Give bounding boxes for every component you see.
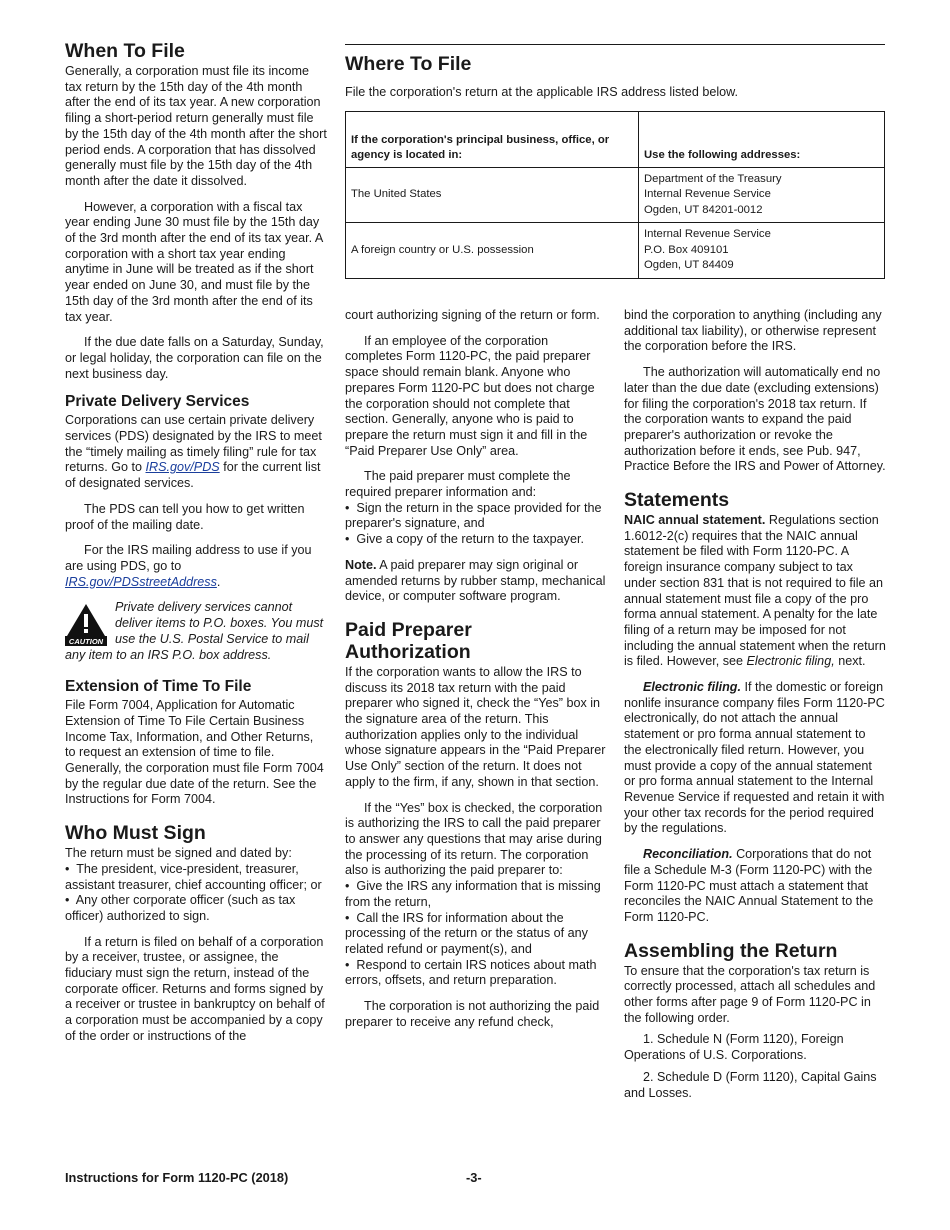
- extension-heading: Extension of Time To File: [65, 678, 252, 696]
- footer-form-title: Instructions for Form 1120-PC (2018): [65, 1170, 289, 1185]
- bullet-item: • The president, vice-president, treasurer, assistant treasurer, chief accounting officer; or: [65, 861, 322, 892]
- paragraph: If a return is filed on behalf of a corporation by a receiver, trustee, or assignee, the fiduciary must sign the return, instead of the corporate officer. Returns and forms signed by a receiver or trustee in bankruptcy on behalf of a corporation must be accompanied by a copy of the order or instructions of the: [65, 934, 325, 1043]
- paragraph: The return must be signed and dated by:: [65, 846, 292, 861]
- table-header-row: [346, 111, 885, 167]
- address-cell: Internal Revenue Service P.O. Box 409101 Ogden, UT 84409: [639, 223, 885, 279]
- caution-label: CAUTION: [68, 637, 104, 647]
- paragraph: bind the corporation to anything (including any additional tax liability), or otherwise represent the corporation before the IRS.: [624, 308, 882, 354]
- bullet-item: • Call the IRS for information about the processing of the return or the status of any related refund or payment(s), and: [345, 910, 588, 956]
- paragraph: The corporation is not authorizing the paid preparer to receive any refund check,: [345, 999, 600, 1029]
- where-to-file-section: [345, 44, 885, 279]
- location-cell: The United States: [346, 167, 639, 223]
- table-row: [346, 223, 885, 279]
- naic-paragraph: NAIC annual statement. Regulations section 1.6012-2(c) requires that the NAIC annual statement be filed with Form 1120-PC. A foreign insurance company subject to tax under section 831 that is not required to file an annual statement must file a copy of the pro forma annual statement. A penalty for the late filing of a return may be imposed for not including the annual statement when the return is filed. However, see Electronic filing, next.: [624, 513, 886, 669]
- bullet-item: • Give the IRS any information that is missing from the return,: [345, 879, 601, 909]
- middle-column: [345, 308, 607, 1040]
- bullet-item: • Respond to certain IRS notices about math errors, offsets, and return preparation.: [345, 957, 597, 988]
- irs-pds-street-address-link[interactable]: IRS.gov/PDSstreetAddress: [65, 574, 217, 589]
- where-intro: File the corporation's return at the applicable IRS address listed below.: [345, 85, 739, 99]
- paragraph: For the IRS mailing address to use if you are using PDS, go to IRS.gov/PDSstreetAddress.: [65, 543, 312, 589]
- paragraph: The paid preparer must complete the required preparer information and:: [345, 469, 571, 500]
- paid-preparer-heading: Paid Preparer Authorization: [345, 618, 472, 663]
- location-cell: A foreign country or U.S. possession: [346, 223, 639, 279]
- private-delivery-heading: Private Delivery Services: [65, 393, 250, 411]
- left-column: [65, 40, 327, 1055]
- paragraph: File Form 7004, Application for Automatic Extension of Time To File Certain Business Income Tax, Information, and Other Returns, to request an extension of time to file. Generally, the corporation must file Form 7004 by the regular due date of the return. See the Instructions for Form 7004.: [65, 698, 324, 807]
- table-header-location: If the corporation's principal business, office, or agency is located in:: [346, 111, 639, 167]
- assembling-heading: Assembling the Return: [624, 939, 838, 962]
- caution-icon: [65, 602, 107, 646]
- where-to-file-heading: Where To File: [345, 53, 472, 75]
- paragraph: If the corporation wants to allow the IRS to discuss its 2018 tax return with the paid preparer who signed it, check the “Yes” box in the signature area of the return. This authorization applies only to the individual whose signature appears in the “Paid Preparer Use Only” section of the return. It does not apply to the firm, if any, shown in that section.: [345, 664, 606, 789]
- statements-heading: Statements: [624, 489, 730, 512]
- irs-pds-link[interactable]: IRS.gov/PDS: [145, 460, 220, 475]
- bullet-item: • Any other corporate officer (such as tax officer) authorized to sign.: [65, 893, 296, 923]
- paragraph: If the due date falls on a Saturday, Sunday, or legal holiday, the corporation can file on the next business day.: [65, 335, 324, 381]
- address-cell: Department of the Treasury Internal Revenue Service Ogden, UT 84201-0012: [639, 167, 885, 223]
- address-table: [345, 111, 885, 279]
- list-item: 1. Schedule N (Form 1120), Foreign Operations of U.S. Corporations.: [624, 1032, 844, 1063]
- table-header-address: Use the following addresses:: [639, 111, 885, 167]
- paragraph: To ensure that the corporation's tax return is correctly processed, attach all schedules and other forms after page 9 of Form 1120-PC in the following order.: [624, 963, 876, 1025]
- paragraph: Corporations can use certain private delivery services (PDS) designated by the IRS to meet the “timely mailing as timely filing” rule for tax returns. Go to IRS.gov/PDS for the current list of designated services.: [65, 413, 322, 491]
- page-number: -3-: [466, 1170, 482, 1185]
- paragraph: If the “Yes” box is checked, the corporation is authorizing the IRS to call the paid preparer to answer any questions that may arise during the processing of its return. The corporation also is authorizing the paid preparer to:: [345, 800, 603, 878]
- paragraph: If an employee of the corporation completes Form 1120-PC, the paid preparer space should remain blank. Anyone who prepares Form 1120-PC but does not charge the corporation should not complete that section. Generally, anyone who is paid to prepare the return must sign it and fill in the “Paid Preparer Use Only” area.: [345, 333, 595, 458]
- caution-note: [65, 600, 327, 663]
- paragraph: The authorization will automatically end no later than the due date (excluding extensions) for filing the corporation's 2018 tax return. If the corporation wants to expand the paid preparer's authorization or revoke the authorization before it ends, see Pub. 947, Practice Before the IRS and Power of Attorney.: [624, 365, 886, 474]
- list-item: 2. Schedule D (Form 1120), Capital Gains and Losses.: [624, 1069, 877, 1100]
- note-paragraph: Note. A paid preparer may sign original or amended returns by rubber stamp, mechanical device, or computer software program.: [345, 557, 606, 604]
- right-column: [624, 308, 886, 1107]
- table-row: [346, 167, 885, 223]
- bullet-item: • Sign the return in the space provided for the preparer's signature, and: [345, 500, 602, 531]
- electronic-filing-paragraph: Electronic filing. If the domestic or foreign nonlife insurance company files Form 1120-PC electronically, do not attach the annual statement or pro forma annual statement to the electronically filed return. However, you must provide a copy of the annual statement or pro forma annual statement to the Internal Revenue Service if requested and retain it with your other tax records for the period required by the regulations.: [624, 680, 885, 836]
- caution-text: Private delivery services cannot deliver items to P.O. boxes. You must use the U.S. Postal Service to mail any item to an IRS P.O. box address.: [65, 600, 324, 662]
- reconciliation-paragraph: Reconciliation. Corporations that do not file a Schedule M-3 (Form 1120-PC) with the Form 1120-PC must attach a statement that reconciles the NAIC Annual Statement to the Form 1120-PC.: [624, 847, 874, 924]
- when-to-file-heading: When To File: [65, 40, 185, 62]
- bullet-item: • Give a copy of the return to the taxpayer.: [345, 532, 584, 547]
- paragraph: The PDS can tell you how to get written proof of the mailing date.: [65, 501, 305, 532]
- who-must-sign-heading: Who Must Sign: [65, 822, 206, 845]
- paragraph: Generally, a corporation must file its income tax return by the 15th day of the 4th month after the end of its tax year. A new corporation filing a short-period return generally must file by the 15th day of the 4th month after the short period ends. A corporation that has dissolved generally must file by the 15th day of the 4th month after the date it dissolved.: [65, 64, 327, 188]
- paragraph: court authorizing signing of the return or form.: [345, 308, 600, 322]
- paragraph: However, a corporation with a fiscal tax year ending June 30 must file by the 15th day of the 3rd month after the end of its tax year. A corporation with a short tax year ending anytime in June will be treated as if the short year ended on June 30, and must file by the 15th day of the 3rd month after the end of its tax year.: [65, 199, 323, 324]
